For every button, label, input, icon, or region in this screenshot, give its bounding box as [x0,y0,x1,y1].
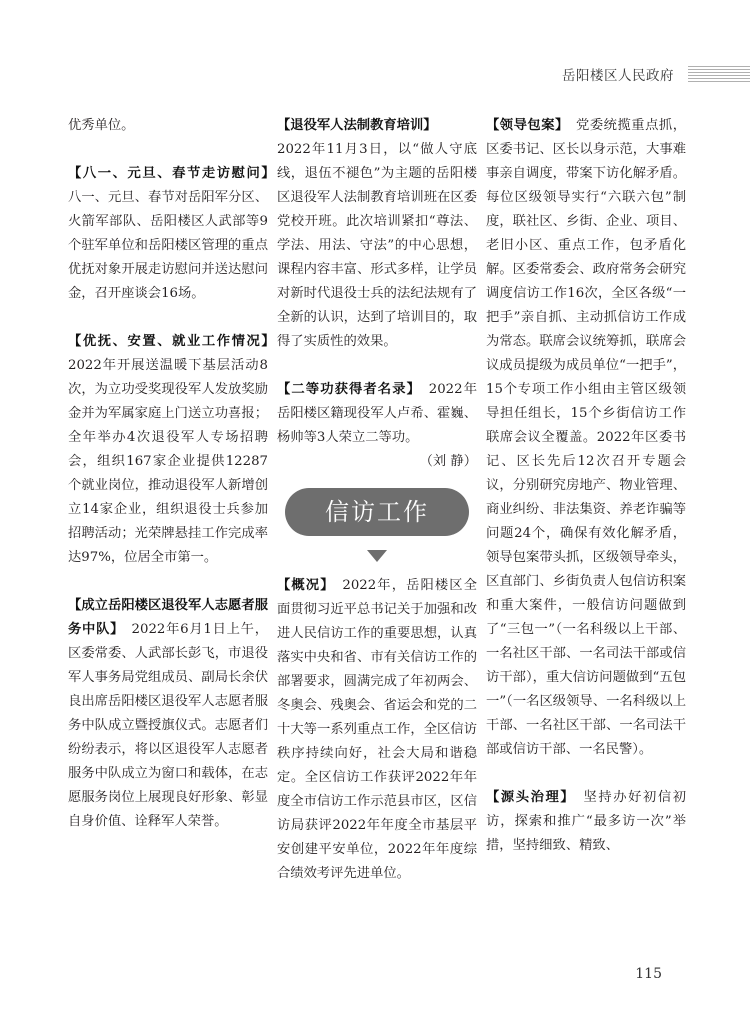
paragraph-heading: 【领导包案】 [486,118,563,133]
paragraph-leadership-cases [486,114,686,762]
paragraph-heading: 【优抚、安置、就业工作情况】 [68,334,268,349]
paragraph-heading: 【概况】 [277,578,328,593]
section-title: 信访工作 [285,488,469,536]
paragraph-text: 2022年岳阳楼区籍现役军人卢希、霍巍、杨帅等3人荣立二等功。 [277,382,478,445]
paragraph-overview [277,574,477,886]
header-decorative-rules [688,66,750,82]
paragraph-text: 2022年开展送温暖下基层活动8次，为立功受奖现役军人发放奖励金并为军属家庭上门送立功喜报；全年举办4次退役军人专场招聘会，组织167家企业提供12287个就业岗位，推动退役军人新增创立14家企业，组织退役士兵参加招聘活动；光荣牌悬挂工作完成率达97%，位居全市第一。 [68,358,268,565]
paragraph-text: 2022年6月1日上午，区委常委、人武部长彭飞，市退役军人事务局党组成员、副局长余伏良出席岳阳楼区退役军人志愿者服务中队成立暨授旗仪式。志愿者们纷纷表示，将以区退役军人志愿者服务中队成立为窗口和载体，在志愿服务岗位上展现良好形象、彰显自身价值、诠释军人荣誉。 [68,622,269,829]
column-1 [68,114,268,834]
paragraph-heading: 【二等功获得者名录】 [277,382,415,397]
paragraph-heading: 【源头治理】 [486,790,569,805]
banner-pointer [367,550,387,562]
author-signature: （刘 静） [419,454,477,469]
paragraph-continuation [68,114,268,138]
paragraph-placement-employment [68,330,268,570]
paragraph-heading: 【成立岳阳楼区退役军人志愿者服务中队】 [68,598,268,637]
column-3 [486,114,686,858]
column-2 [277,114,477,886]
paragraph-merit-list [277,378,477,450]
paragraph-text: 2022年，岳阳楼区全面贯彻习近平总书记关于加强和改进人民信访工作的重要思想，认真落实中央和省、市有关信访工作的部署要求，圆满完成了年初两会、冬奥会、残奥会、省运会和党的二十大等一系列重点工作，全区信访秩序持续向好，社会大局和谐稳定。全区信访工作获评2022年年度全市信访工作示范县市区，区信访局获评2022年年度全市基层平安创建平安单位，2022年年度综合绩效考评先进单位。 [277,578,477,881]
paragraph-text: 2022年11月3日，以“做人守底线，退伍不褪色”为主题的岳阳楼区退役军人法制教育培训班在区委党校开班。此次培训紧扣“尊法、学法、用法、守法”的中心思想，课程内容丰富、形式多样，让学员对新时代退役士兵的法纪法规有了全新的认识，达到了培训目的，取得了实质性的效果。 [277,142,477,349]
paragraph-text: 党委统揽重点抓，区委书记、区长以身示范，大事难事亲自调度，带案下访化解矛盾。每位区级领导实行“六联六包”制度，联社区、乡街、企业、项目、老旧小区、重点工作，包矛盾化解。区委常委会、政府常务会研究调度信访工作16次，全区各级“一把手”亲自抓、主动抓信访工作成为常态。联席会议统筹抓，联席会议成员提级为成员单位“一把手”，15个专项工作小组由主管区级领导担任组长，15个乡街信访工作联席会议全覆盖。2022年区委书记、区长先后12次召开专题会议，分别研究房地产、物业管理、商业纠纷、非法集资、养老诈骗等问题24个，确保有效化解矛盾，领导包案带头抓，区级领导牵头，区直部门、乡街负责人包信访积案和重大案件，一般信访问题做到了“三包一”（一名科级以上干部、一名社区干部、一名司法干部或信访干部），重大信访问题做到“五包一”（一名区级领导、一名科级以上干部、一名社区干部、一名司法干部或信访干部、一名民警）。 [486,118,686,757]
paragraph-legal-training [277,114,477,354]
section-banner [277,488,477,552]
paragraph-text: 八一、元旦、春节对岳阳军分区、火箭军部队、岳阳楼区人武部等9个驻军单位和岳阳楼区管理的重点优抚对象开展走访慰问并送达慰问金，召开座谈会16场。 [68,190,268,301]
paragraph-heading: 【八一、元旦、春节走访慰问】 [68,166,268,181]
paragraph-source-governance [486,786,686,858]
paragraph-text: 坚持办好初信初访，探索和推广“最多访一次”举措，坚持细致、精致、 [486,790,687,853]
page-number: 115 [635,966,662,982]
paragraph-heading: 【退役军人法制教育培训】 [277,118,437,133]
paragraph-text: 优秀单位。 [68,118,135,133]
paragraph-holiday-visits [68,162,268,306]
paragraph-volunteer-team [68,594,268,834]
running-header-title: 岳阳楼区人民政府 [562,68,674,84]
